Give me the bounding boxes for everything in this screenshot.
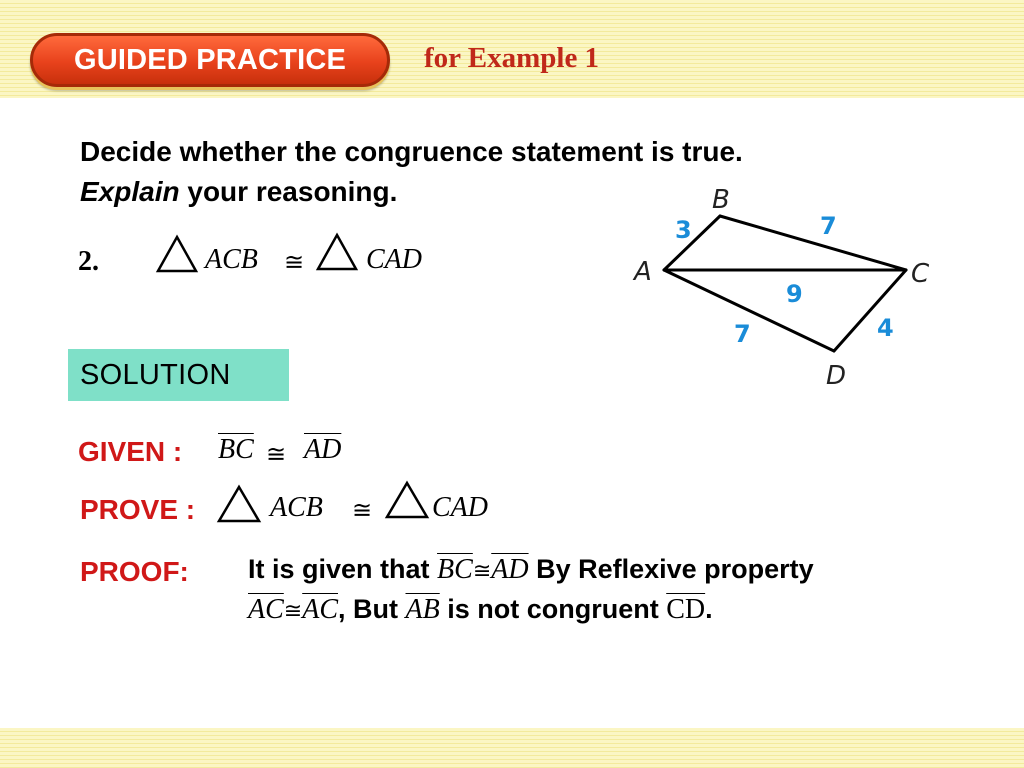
quadrilateral-diagram (620, 176, 950, 398)
instruction-rest: your reasoning. (179, 176, 398, 207)
proof-segment-ac: $\overline{AC}$ (248, 594, 284, 625)
proof-text: , But (338, 594, 406, 624)
segment-cd (834, 270, 906, 351)
vertex-c-label: C (911, 259, 930, 289)
congruent-symbol: ≅ (283, 599, 303, 624)
proof-segment-bc: $\overline{BC}$ (437, 554, 473, 585)
instruction-line-1: Decide whether the congruence statement is true. (80, 136, 743, 167)
badge-label: GUIDED PRACTICE (73, 43, 347, 76)
problem-left-triangle: ACB (205, 244, 258, 275)
problem-number: 2. (78, 246, 99, 277)
side-ac-label: 9 (786, 280, 803, 308)
instruction-line-2 (80, 176, 397, 208)
vertex-b-label: B (712, 185, 730, 215)
vertex-d-label: D (826, 361, 847, 391)
given-segment-ad: $\overline{AD}$ (304, 434, 342, 465)
example-reference: for Example 1 (424, 42, 600, 74)
given-label: GIVEN : (78, 436, 183, 467)
triangle-icon (384, 480, 430, 520)
congruent-symbol: ≅ (472, 559, 492, 584)
side-ab-label: 3 (675, 216, 692, 244)
vertex-a-label: A (634, 257, 652, 287)
prove-label: PROVE : (80, 494, 196, 525)
triangle-icon (216, 484, 262, 524)
proof-segment-cd: $\overline{CD}$ (666, 594, 706, 625)
triangle-icon (315, 232, 359, 272)
congruent-symbol: ≅ (266, 440, 287, 468)
proof-text: . (705, 594, 713, 624)
proof-segment-ad: $\overline{AD}$ (491, 554, 529, 585)
proof-text: It is given that (248, 554, 438, 584)
congruent-symbol: ≅ (352, 496, 373, 524)
solution-heading (68, 349, 289, 401)
side-bc-label: 7 (820, 212, 837, 240)
proof-line-2 (248, 594, 713, 626)
side-cd-label: 4 (877, 314, 894, 342)
proof-text: By Reflexive property (528, 554, 814, 584)
proof-segment-ab: $\overline{AB}$ (405, 594, 440, 625)
problem-right-triangle: CAD (366, 244, 422, 275)
guided-practice-badge (30, 33, 390, 87)
prove-left-triangle: ACB (270, 492, 323, 523)
congruent-symbol: ≅ (284, 248, 305, 276)
explain-word: Explain (80, 176, 180, 207)
proof-line-1 (248, 554, 814, 586)
side-ad-label: 7 (734, 320, 751, 348)
solution-label: SOLUTION (80, 358, 231, 391)
proof-segment-ac: $\overline{AC}$ (302, 594, 338, 625)
segment-ab (664, 216, 720, 270)
triangle-icon (155, 234, 199, 274)
segment-bc (720, 216, 906, 270)
proof-label: PROOF: (80, 556, 189, 587)
prove-right-triangle: CAD (432, 492, 488, 523)
given-segment-bc: $\overline{BC}$ (218, 434, 254, 465)
proof-text: is not congruent (439, 594, 667, 624)
footer-band (0, 728, 1024, 768)
